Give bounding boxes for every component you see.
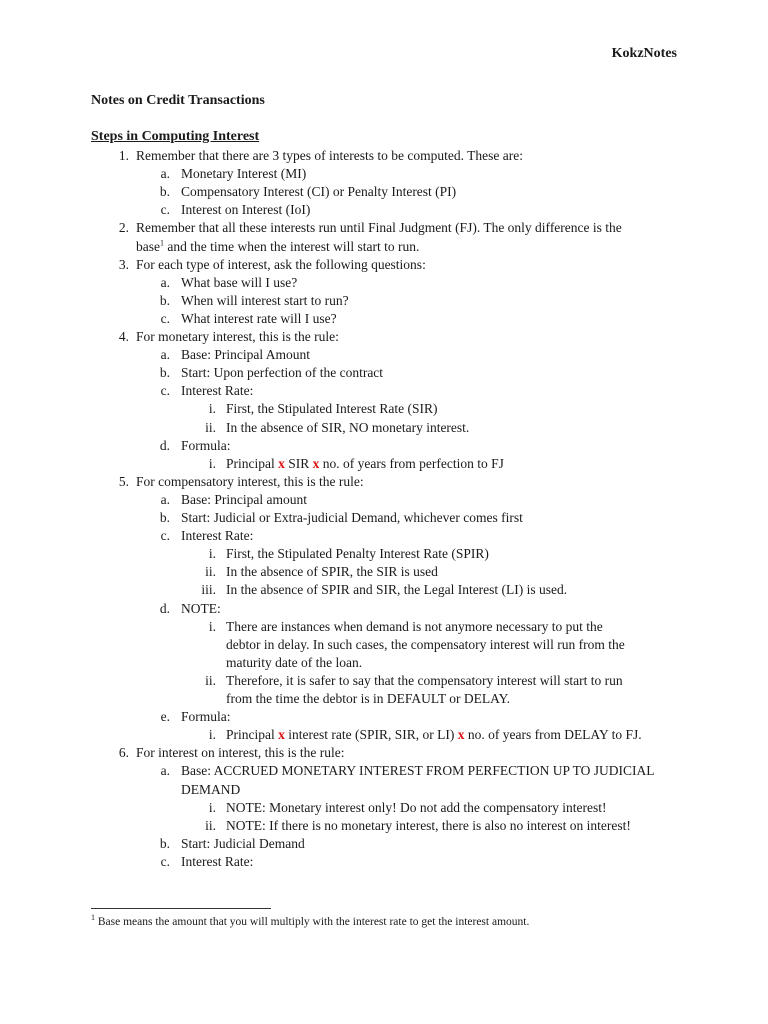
- line-text: DEMAND: [181, 781, 241, 797]
- line-text: base: [136, 238, 160, 254]
- footnote: [91, 913, 530, 928]
- list-marker: i.: [208, 799, 216, 815]
- line-text: Remember that there are 3 types of interests to be computed. These are:: [136, 148, 523, 163]
- footnote-reference: 1: [160, 238, 164, 247]
- list-item-text: [181, 509, 523, 527]
- line-text: Start: Judicial or Extra-judicial Demand, whichever comes first: [181, 510, 523, 525]
- multiply-sign: x: [278, 455, 285, 471]
- line-text: Interest Rate:: [181, 383, 254, 399]
- list-item-text: [226, 636, 625, 654]
- list-marker: i.: [208, 546, 216, 562]
- list-item-text: [181, 781, 240, 799]
- line-text: First, the Stipulated Interest Rate (SIR): [226, 401, 438, 417]
- list-marker: i.: [208, 455, 216, 471]
- list-item-text: [226, 563, 438, 581]
- line-text: maturity date of the loan.: [226, 654, 363, 670]
- document-title: Notes on Credit Transactions: [91, 93, 265, 108]
- formula-text: SIR: [284, 455, 313, 471]
- list-marker: ii.: [205, 564, 216, 580]
- list-item-text: [226, 817, 631, 835]
- list-item-text: [181, 600, 221, 618]
- list-item-text: [136, 238, 419, 256]
- multiply-sign: x: [278, 727, 285, 743]
- line-text: In the absence of SPIR, the SIR is used: [226, 564, 438, 580]
- line-text: Interest Rate:: [181, 528, 254, 544]
- list-item-text: [181, 382, 253, 400]
- formula-text: Principal: [226, 455, 279, 471]
- formula-text: interest rate (SPIR, SIR, or LI): [284, 727, 458, 743]
- list-item-text: [136, 147, 523, 165]
- line-text: What interest rate will I use?: [181, 310, 337, 326]
- list-item-text: [181, 310, 337, 328]
- list-item-text: [181, 201, 310, 219]
- list-marker: c.: [160, 202, 170, 218]
- list-marker: i.: [208, 618, 216, 634]
- list-item-text: [226, 726, 642, 744]
- list-marker: d.: [159, 600, 170, 616]
- list-marker: c.: [160, 310, 170, 326]
- list-item-text: [226, 455, 504, 473]
- list-item-text: [136, 744, 344, 762]
- multiply-sign: x: [312, 455, 320, 471]
- list-marker: c.: [160, 853, 170, 869]
- list-marker: a.: [160, 166, 170, 182]
- line-text: Interest on Interest (IoI): [181, 202, 311, 218]
- section-heading: Steps in Computing Interest: [91, 129, 260, 144]
- list-marker: 6.: [118, 745, 129, 761]
- footnote-marker: 1: [91, 913, 95, 923]
- line-text: Base: Principal Amount: [181, 347, 310, 363]
- line-text: There are instances when demand is not anymore necessary to put the: [226, 618, 603, 634]
- list-item-text: [181, 165, 306, 183]
- line-text: For interest on interest, this is the rule:: [136, 745, 345, 761]
- line-text: Formula:: [181, 437, 231, 453]
- list-marker: b.: [159, 184, 170, 200]
- line-text: Start: Judicial Demand: [181, 835, 305, 851]
- line-text: First, the Stipulated Penalty Interest Rate (SPIR): [226, 546, 489, 562]
- list-marker: ii.: [205, 817, 216, 833]
- list-item-text: [226, 618, 603, 636]
- line-text: Base: ACCRUED MONETARY INTEREST FROM PERFECTION UP TO JUDICIAL: [181, 763, 655, 779]
- list-item-text: [181, 274, 297, 292]
- list-marker: 5.: [118, 473, 129, 489]
- multiply-sign: x: [457, 727, 465, 743]
- line-text: debtor in delay. In such cases, the compensatory interest will run from the: [226, 636, 625, 652]
- list-item-text: [226, 654, 362, 672]
- line-text: NOTE: If there is no monetary interest, there is also no interest on interest!: [226, 817, 631, 833]
- line-text: Formula:: [181, 709, 231, 725]
- list-marker: e.: [160, 709, 170, 725]
- list-marker: c.: [160, 383, 170, 399]
- list-item-text: [226, 419, 469, 437]
- list-item-text: [181, 762, 654, 780]
- line-text: NOTE:: [181, 600, 221, 616]
- line-text: For compensatory interest, this is the rule:: [136, 473, 364, 489]
- list-item-text: [226, 799, 607, 817]
- list-marker: i.: [208, 401, 216, 417]
- list-item-text: [181, 853, 253, 871]
- list-marker: b.: [159, 510, 170, 525]
- list-item-text: [181, 364, 383, 382]
- list-item-text: [181, 437, 231, 455]
- list-marker: a.: [160, 763, 170, 779]
- list-item-text: [181, 292, 349, 310]
- formula-text: no. of years from perfection to FJ: [319, 455, 504, 471]
- list-marker: ii.: [205, 672, 216, 688]
- line-text: Start: Upon perfection of the contract: [181, 365, 384, 381]
- list-marker: 3.: [118, 256, 129, 272]
- list-item-text: [181, 346, 310, 364]
- line-text: Compensatory Interest (CI) or Penalty Interest (PI): [181, 184, 457, 200]
- list-marker: b.: [159, 835, 170, 851]
- list-item-text: [226, 545, 489, 563]
- line-text: Interest Rate:: [181, 853, 254, 869]
- list-marker: b.: [159, 365, 170, 381]
- list-item-text: [226, 400, 437, 418]
- list-marker: 4.: [118, 329, 129, 344]
- list-marker: ii.: [205, 419, 216, 435]
- line-text: Base: Principal amount: [181, 491, 307, 507]
- line-text: What base will I use?: [181, 274, 298, 290]
- list-item-text: [136, 219, 622, 237]
- list-item-text: [181, 708, 231, 726]
- list-marker: iii.: [201, 582, 216, 598]
- line-text: from the time the debtor is in DEFAULT or DELAY.: [226, 691, 510, 706]
- list-item-text: [181, 835, 305, 853]
- list-item-text: [226, 581, 567, 599]
- line-text: In the absence of SIR, NO monetary interest.: [226, 419, 470, 435]
- list-item-text: [181, 527, 253, 545]
- line-text: and the time when the interest will start to run.: [164, 238, 420, 254]
- list-marker: c.: [160, 528, 170, 544]
- list-item-text: [136, 328, 339, 346]
- list-marker: b.: [159, 292, 170, 308]
- list-marker: i.: [208, 727, 216, 743]
- formula-text: no. of years from DELAY to FJ.: [464, 727, 642, 743]
- line-text: Monetary Interest (MI): [181, 166, 307, 182]
- list-item-text: [181, 183, 456, 201]
- line-text: For monetary interest, this is the rule:: [136, 329, 339, 344]
- line-text: In the absence of SPIR and SIR, the Legal Interest (LI) is used.: [226, 582, 568, 598]
- list-item-text: [181, 491, 307, 509]
- line-text: For each type of interest, ask the following questions:: [136, 256, 426, 272]
- page-header: KokzNotes: [611, 46, 677, 61]
- list-marker: a.: [160, 347, 170, 363]
- list-marker: a.: [160, 274, 170, 290]
- line-text: NOTE: Monetary interest only! Do not add the compensatory interest!: [226, 799, 607, 815]
- footnote-text: Base means the amount that you will multiply with the interest rate to get the interest amount.: [95, 916, 530, 928]
- list-item-text: [226, 690, 510, 708]
- line-text: Therefore, it is safer to say that the compensatory interest will start to run: [226, 672, 623, 688]
- line-text: Remember that all these interests run until Final Judgment (FJ). The only difference is the: [136, 220, 622, 236]
- list-marker: a.: [160, 491, 170, 507]
- list-marker: 1.: [118, 148, 129, 163]
- footnote-divider: [91, 908, 271, 909]
- list-item-text: [136, 473, 364, 491]
- list-marker: 2.: [118, 220, 129, 236]
- line-text: When will interest start to run?: [181, 292, 349, 308]
- list-item-text: [136, 256, 426, 274]
- list-marker: d.: [159, 437, 170, 453]
- formula-text: Principal: [226, 727, 279, 743]
- list-item-text: [226, 672, 623, 690]
